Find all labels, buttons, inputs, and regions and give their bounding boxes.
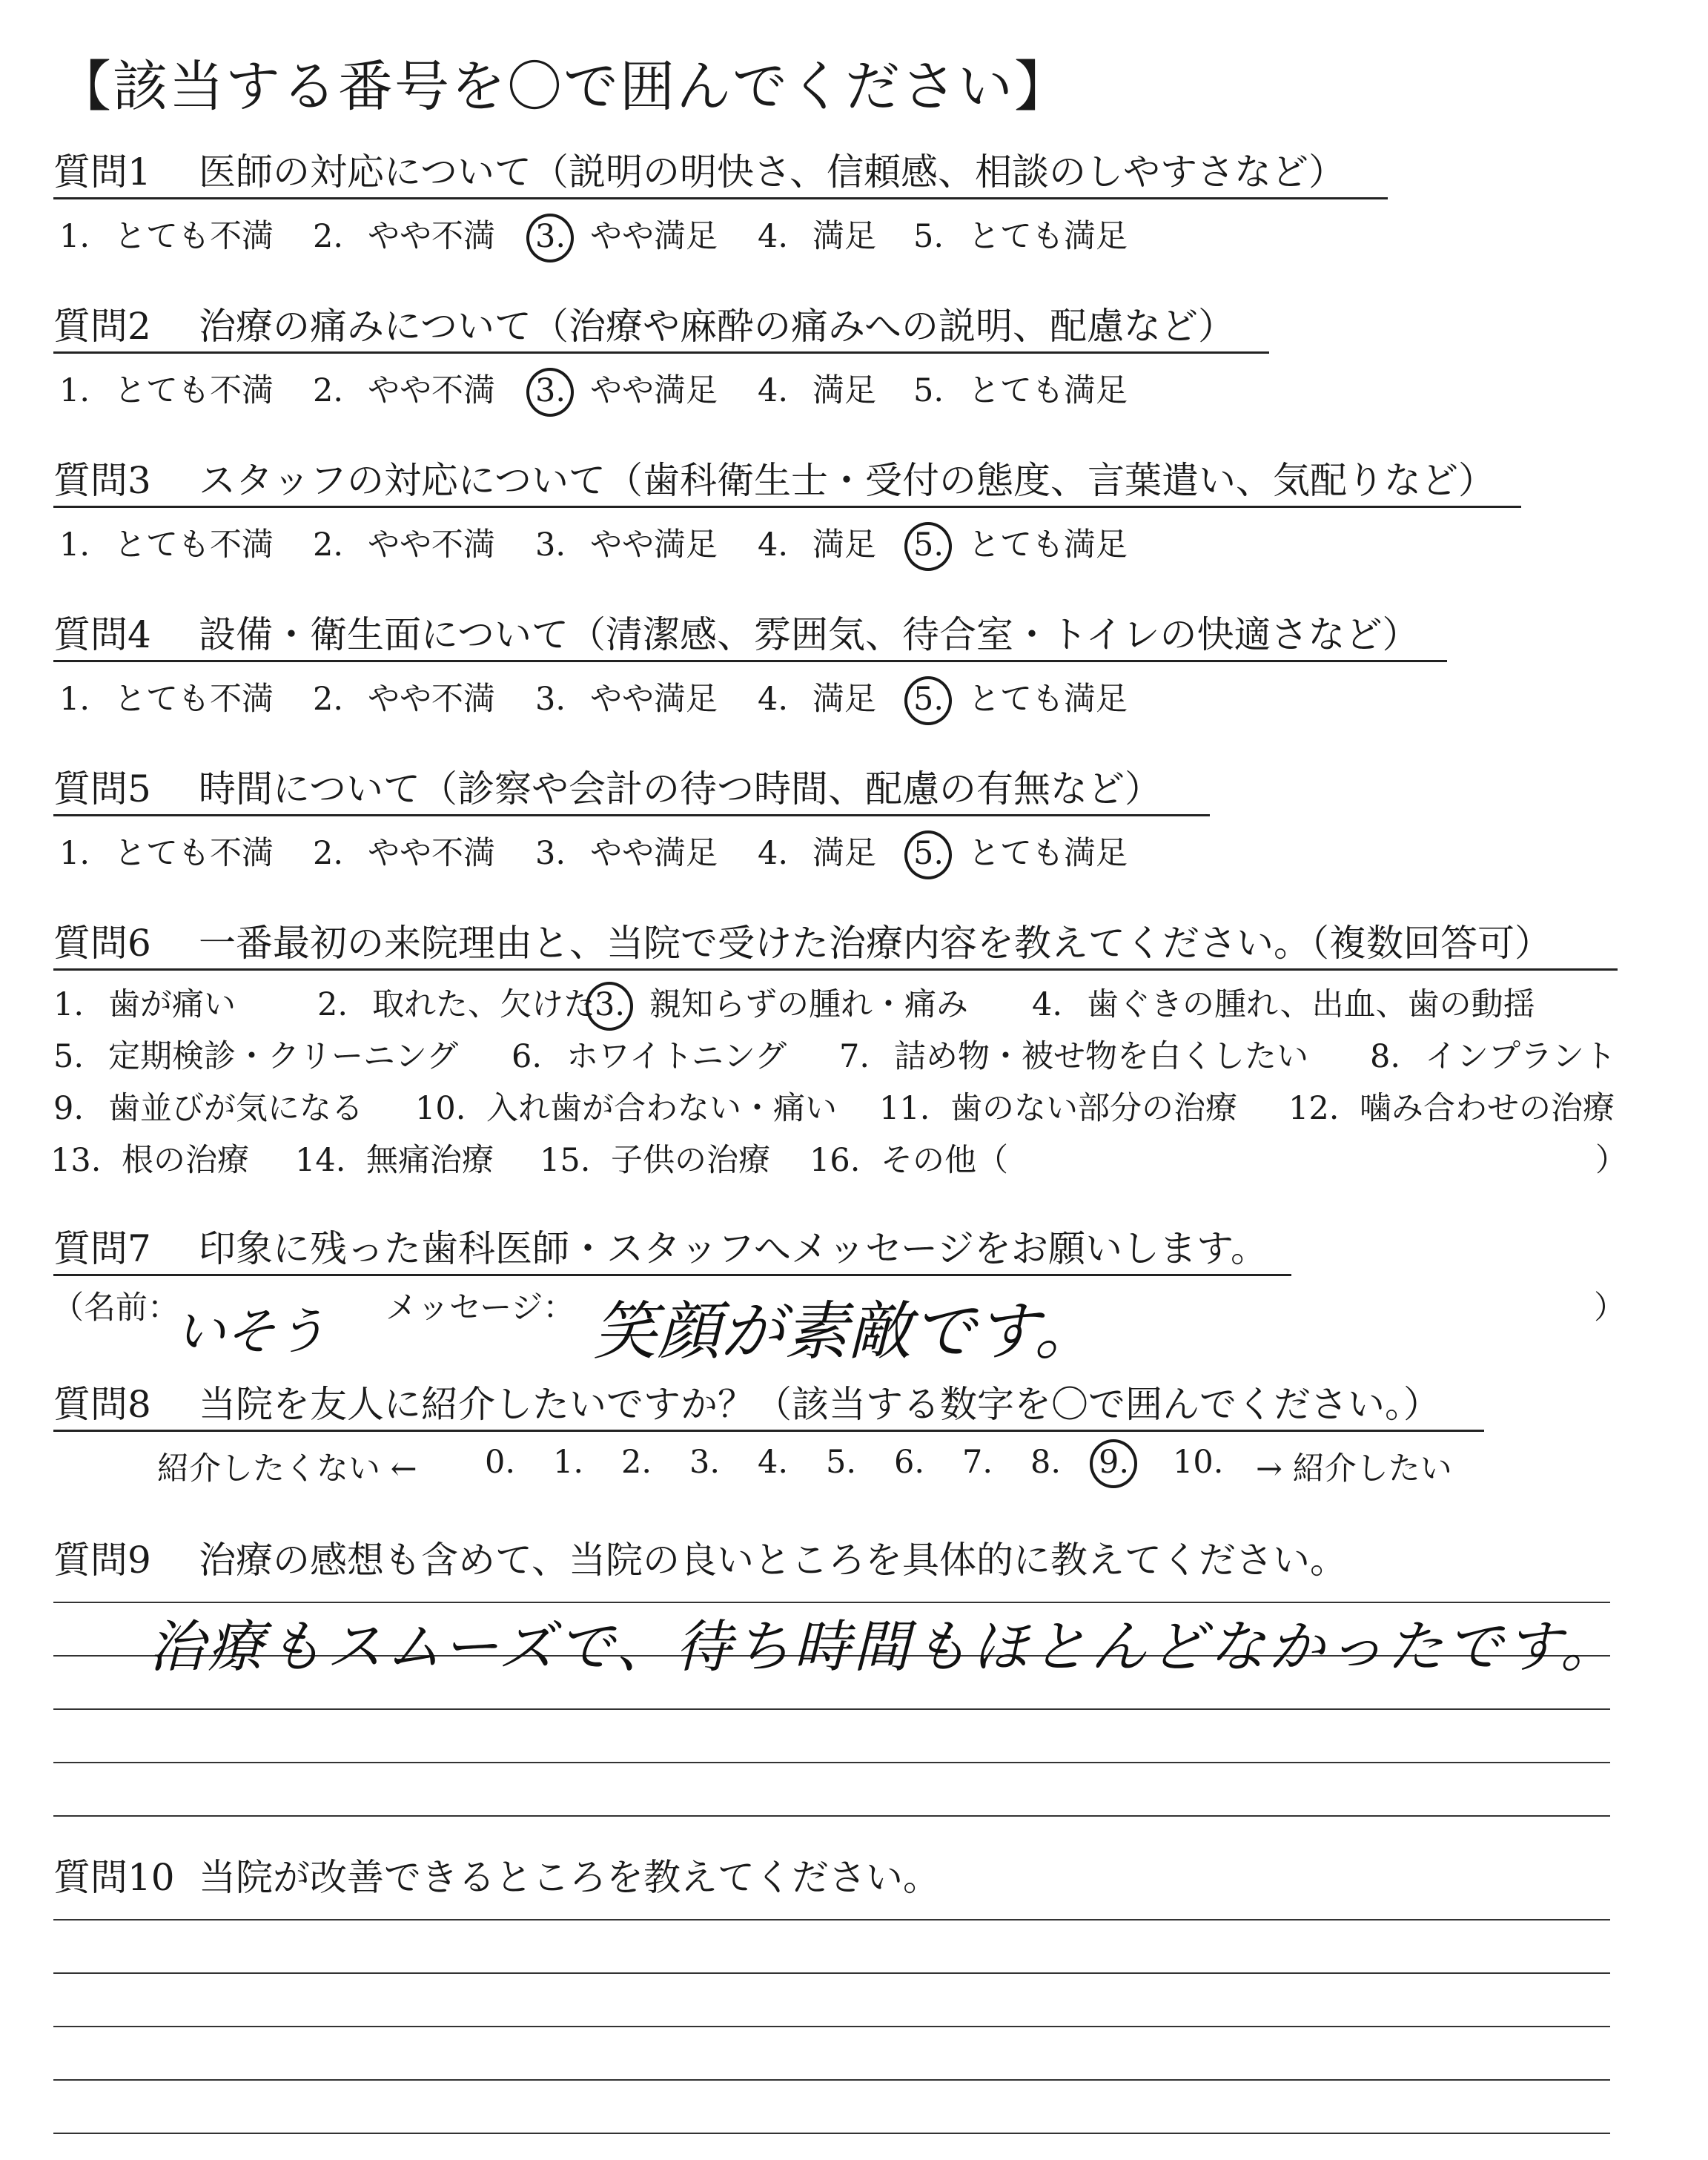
selection-circle: 3.	[595, 986, 649, 1023]
option-4[interactable]: 4. 満足	[758, 218, 876, 255]
selection-circle: 3.	[535, 372, 590, 409]
option-8[interactable]: 8. インプラント	[1370, 1038, 1616, 1075]
option-1[interactable]: 1. とても不満	[59, 218, 274, 255]
referral-scale	[53, 1438, 1484, 1487]
option-6[interactable]: 6. ホワイトニング	[512, 1038, 787, 1075]
question-number: 質問6	[53, 922, 151, 965]
option-2[interactable]: 2. やや不満	[313, 835, 495, 872]
scale-10[interactable]: 10.	[1173, 1444, 1224, 1481]
question-text: 治療の痛みについて（治療や麻酔の痛みへの説明、配慮など）	[199, 305, 1235, 348]
question-text: スタッフの対応について（歯科衛生士・受付の態度、言葉遣い、気配りなど）	[199, 459, 1495, 502]
message-label: メッセージ：	[385, 1289, 575, 1327]
option-5[interactable]: 5. とても満足	[913, 835, 1128, 872]
option-2[interactable]: 2. やや不満	[313, 681, 495, 718]
message-close-paren: ）	[1594, 1289, 1626, 1327]
option-1[interactable]: 1. 歯が痛い	[53, 986, 236, 1023]
question-8	[53, 1381, 1484, 1487]
option-1[interactable]: 1. とても不満	[59, 372, 274, 409]
underline	[53, 1430, 1484, 1432]
question-number: 質問5	[53, 767, 151, 810]
question-7	[53, 1225, 1291, 1276]
scale-3[interactable]: 3.	[689, 1444, 721, 1481]
underline	[53, 660, 1447, 662]
option-11[interactable]: 11. 歯のない部分の治療	[879, 1090, 1237, 1127]
scale-6[interactable]: 6.	[894, 1444, 925, 1481]
question-number: 質問7	[53, 1227, 151, 1270]
question-6	[50, 919, 1627, 1184]
scale-8[interactable]: 8.	[1030, 1444, 1062, 1481]
option-5[interactable]: 5. 定期検診・クリーニング	[53, 1038, 459, 1075]
option-4[interactable]: 4. 満足	[758, 681, 876, 718]
other-close-paren: ）	[1595, 1142, 1627, 1179]
option-5[interactable]: 5. とても満足	[913, 372, 1128, 409]
answer-line	[53, 1708, 1610, 1710]
option-1[interactable]: 1. とても不満	[59, 681, 274, 718]
question-text: 治療の感想も含めて、当院の良いところを具体的に教えてください。	[199, 1539, 1347, 1582]
question-text: 時間について（診察や会計の待つ時間、配慮の有無など）	[199, 767, 1162, 810]
options-row-1	[53, 977, 1618, 1028]
answer-line	[53, 1815, 1610, 1817]
good-points-answer[interactable]: 治療もスムーズで、待ち時間もほとんどなかったです。	[148, 1614, 1620, 1680]
rating-options	[53, 360, 1269, 409]
selection-circle: 5.	[913, 835, 968, 872]
underline	[53, 506, 1521, 508]
underline	[53, 968, 1618, 971]
option-2[interactable]: 2. やや不満	[313, 526, 495, 564]
options-row-4	[50, 1132, 1627, 1184]
name-answer[interactable]: いそう	[175, 1303, 327, 1361]
option-3[interactable]: 3. やや満足	[535, 835, 718, 872]
question-text: 一番最初の来院理由と、当院で受けた治療内容を教えてください。（複数回答可）	[199, 922, 1552, 965]
option-13[interactable]: 13. 根の治療	[50, 1142, 249, 1179]
right-label: → 紹介したい	[1256, 1450, 1452, 1487]
option-5[interactable]: 5. とても満足	[913, 526, 1128, 564]
selection-circle: 5.	[913, 526, 968, 564]
option-7[interactable]: 7. 詰め物・被せ物を白くしたい	[839, 1038, 1308, 1075]
underline	[53, 351, 1269, 354]
answer-line	[53, 1919, 1610, 1920]
question-text: 当院を友人に紹介したいですか？（該当する数字を〇で囲んでください。）	[199, 1383, 1440, 1426]
options-row-3	[53, 1080, 1618, 1132]
option-3[interactable]: 3. やや満足	[535, 681, 718, 718]
option-16[interactable]: 16. その他（	[810, 1142, 1008, 1179]
option-15[interactable]: 15. 子供の治療	[540, 1142, 770, 1179]
question-text: 印象に残った歯科医師・スタッフへメッセージをお願いします。	[199, 1227, 1268, 1270]
question-number: 質問8	[53, 1383, 151, 1426]
scale-5[interactable]: 5.	[826, 1444, 857, 1481]
option-3[interactable]: 3. 親知らずの腫れ・痛み	[595, 986, 968, 1023]
option-5[interactable]: 5. とても満足	[913, 218, 1128, 255]
question-text: 医師の対応について（説明の明快さ、信頼感、相談のしやすさなど）	[199, 151, 1345, 194]
selection-circle: 9.	[1099, 1444, 1153, 1481]
option-1[interactable]: 1. とても不満	[59, 526, 274, 564]
options-row-2	[53, 1028, 1618, 1080]
option-3[interactable]: 3. やや満足	[535, 218, 718, 255]
question-number: 質問10	[53, 1856, 175, 1899]
question-number: 質問4	[53, 613, 151, 656]
question-5	[53, 765, 1210, 871]
answer-line	[53, 1972, 1610, 1974]
question-number: 質問2	[53, 305, 151, 348]
option-10[interactable]: 10. 入れ歯が合わない・痛い	[415, 1090, 837, 1127]
question-10	[53, 1854, 1432, 1901]
scale-4[interactable]: 4.	[758, 1444, 789, 1481]
question-2	[53, 303, 1269, 409]
question-text: 設備・衛生面について（清潔感、雰囲気、待合室・トイレの快適さなど）	[199, 613, 1420, 656]
left-label: 紹介したくない ←	[157, 1450, 417, 1487]
rating-options	[53, 514, 1521, 563]
message-answer[interactable]: 笑顔が素敵です。	[593, 1295, 1099, 1369]
rating-options	[53, 668, 1447, 717]
underline	[53, 1274, 1291, 1276]
name-label: （名前：	[52, 1289, 179, 1327]
scale-0[interactable]: 0.	[485, 1444, 516, 1481]
question-1	[53, 148, 1388, 254]
scale-1[interactable]: 1.	[553, 1444, 584, 1481]
option-2[interactable]: 2. やや不満	[313, 372, 495, 409]
option-4[interactable]: 4. 満足	[758, 526, 876, 564]
option-2[interactable]: 2. 取れた、欠けた	[317, 986, 595, 1023]
rating-options	[53, 822, 1210, 871]
underline	[53, 814, 1210, 816]
option-9[interactable]: 9. 歯並びが気になる	[53, 1090, 363, 1127]
question-number: 質問1	[53, 151, 151, 194]
option-4[interactable]: 4. 歯ぐきの腫れ、出血、歯の動揺	[1032, 986, 1535, 1023]
page-title: 【該当する番号を〇で囲んでください】	[56, 55, 1070, 119]
answer-line	[53, 2133, 1610, 2134]
option-4[interactable]: 4. 満足	[758, 835, 876, 872]
underline	[53, 197, 1388, 199]
question-number: 質問9	[53, 1539, 151, 1582]
selection-circle: 3.	[535, 218, 590, 255]
option-12[interactable]: 12. 噛み合わせの治療	[1288, 1090, 1615, 1127]
option-3[interactable]: 3. やや満足	[535, 372, 718, 409]
question-4	[53, 611, 1447, 717]
answer-line	[53, 2079, 1610, 2081]
option-14[interactable]: 14. 無痛治療	[295, 1142, 494, 1179]
question-text: 当院が改善できるところを教えてください。	[199, 1856, 940, 1899]
answer-line	[53, 2026, 1610, 2027]
question-3	[53, 457, 1521, 563]
scale-9[interactable]	[1099, 1444, 1153, 1481]
answer-line	[53, 1762, 1610, 1763]
selection-circle: 5.	[913, 681, 968, 718]
question-number: 質問3	[53, 459, 151, 502]
option-4[interactable]: 4. 満足	[758, 372, 876, 409]
rating-options	[53, 205, 1388, 254]
option-3[interactable]: 3. やや満足	[535, 526, 718, 564]
option-5[interactable]: 5. とても満足	[913, 681, 1128, 718]
scale-2[interactable]: 2.	[621, 1444, 652, 1481]
question-9	[53, 1536, 1432, 1584]
option-1[interactable]: 1. とても不満	[59, 835, 274, 872]
scale-7[interactable]: 7.	[962, 1444, 993, 1481]
option-2[interactable]: 2. やや不満	[313, 218, 495, 255]
